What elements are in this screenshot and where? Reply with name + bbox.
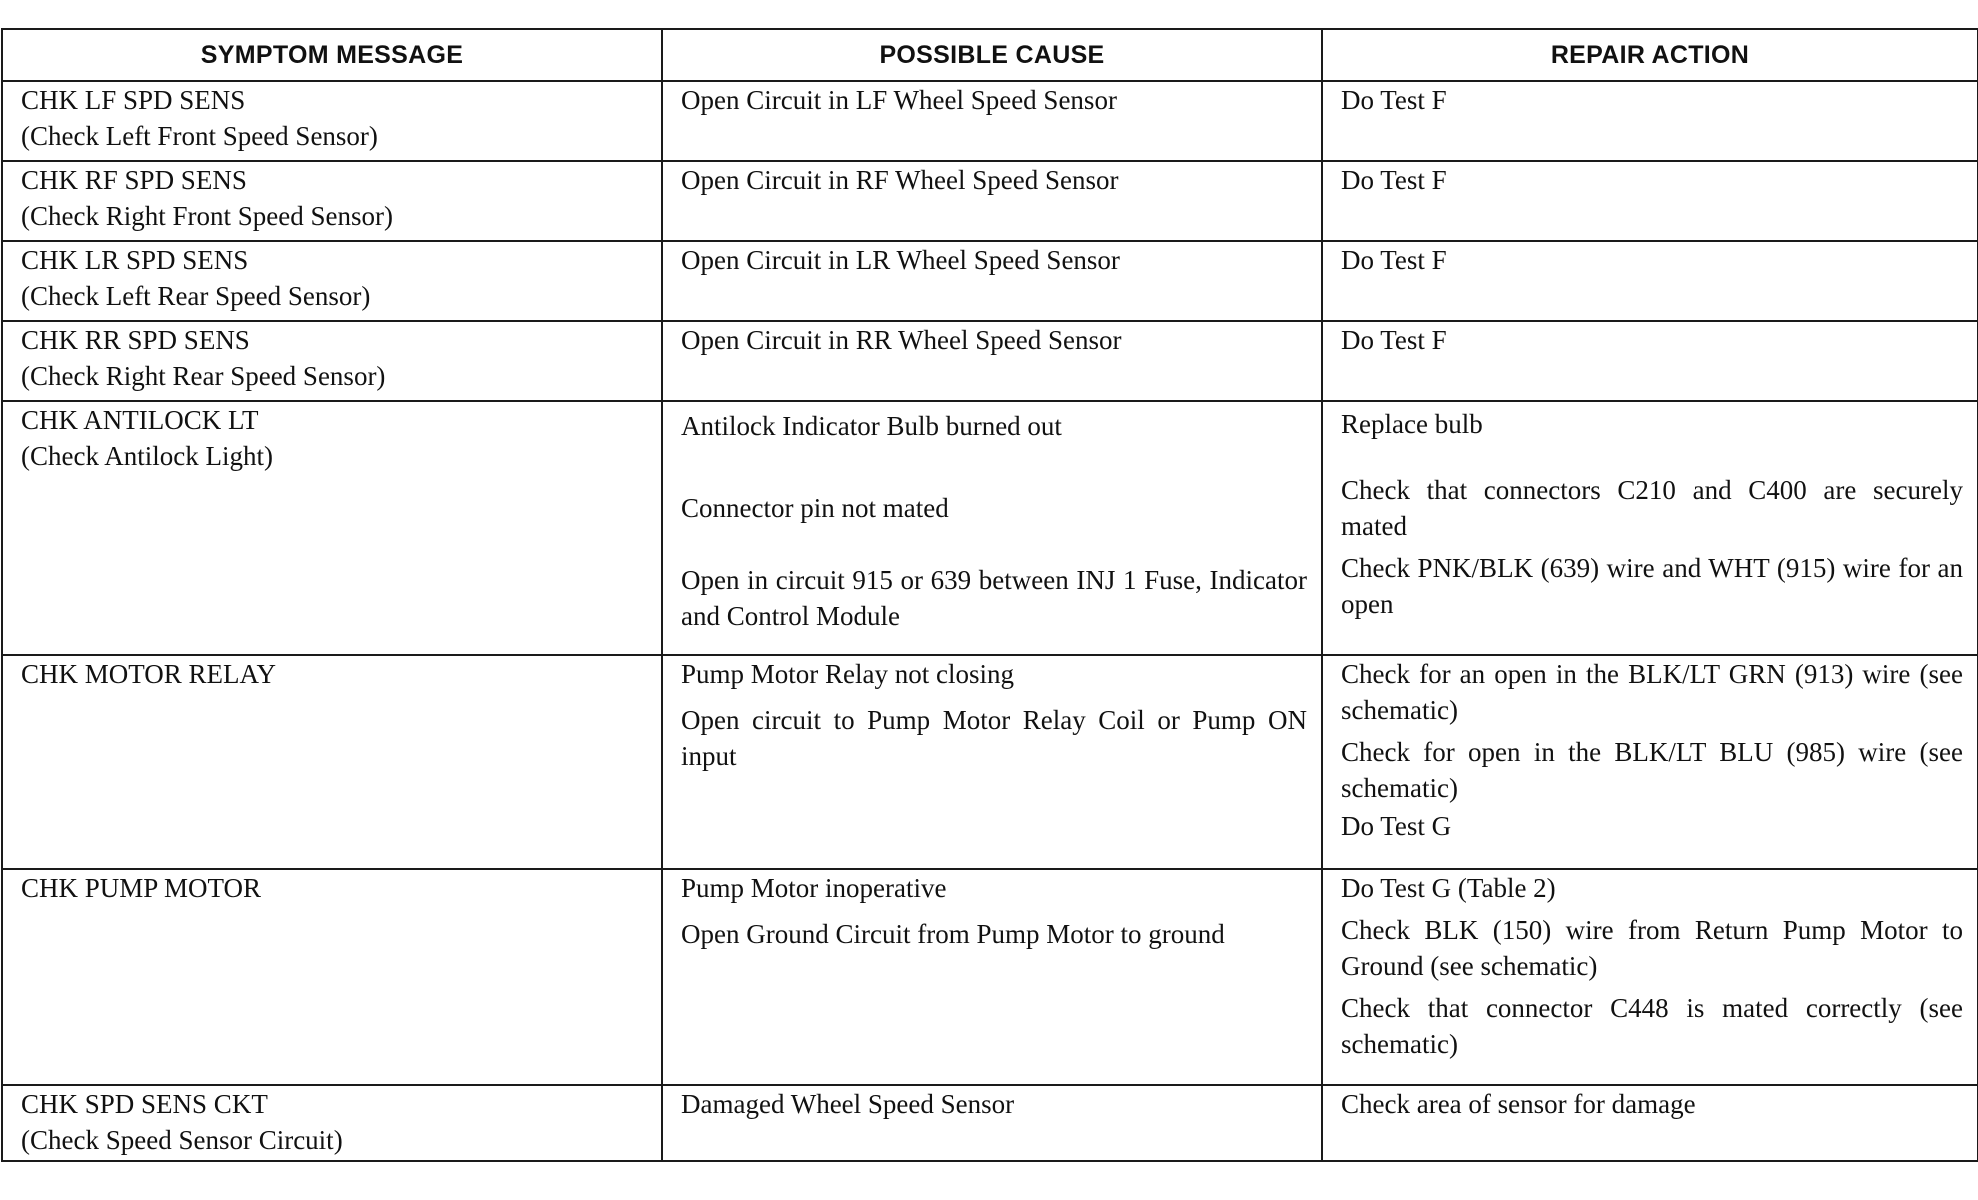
- repair-entry: Do Test F: [1341, 245, 1447, 275]
- repair-entry: Check for open in the BLK/LT BLU (985) wire (see schematic): [1341, 737, 1963, 803]
- cause-entry: Open circuit to Pump Motor Relay Coil or Pump ON input: [681, 705, 1307, 771]
- repair-cell: [1322, 81, 1978, 161]
- symptom-message: CHK RF SPD SENS: [21, 165, 247, 195]
- cause-cell: [662, 655, 1322, 869]
- table-row: [2, 321, 1978, 401]
- repair-entry: Check PNK/BLK (639) wire and WHT (915) wire for an open: [1341, 553, 1963, 619]
- cause-entry: Open Circuit in RF Wheel Speed Sensor: [681, 165, 1119, 195]
- cause-entry: Pump Motor inoperative: [681, 873, 947, 903]
- cause-cell: [662, 241, 1322, 321]
- repair-entry: Check that connector C448 is mated correctly (see schematic): [1341, 993, 1963, 1059]
- column-header-cause: POSSIBLE CAUSE: [662, 29, 1322, 81]
- symptom-cell: [2, 81, 662, 161]
- table-row: [2, 401, 1978, 655]
- symptom-detail: (Check Right Front Speed Sensor): [21, 201, 393, 231]
- column-header-repair: REPAIR ACTION: [1322, 29, 1978, 81]
- repair-cell: [1322, 401, 1978, 655]
- table-row: [2, 241, 1978, 321]
- symptom-message: CHK ANTILOCK LT: [21, 405, 259, 435]
- symptom-cell: [2, 869, 662, 1085]
- table-row: [2, 869, 1978, 1085]
- repair-entry: Do Test F: [1341, 325, 1447, 355]
- table-header-row: [2, 29, 1978, 81]
- table-row: [2, 1085, 1978, 1161]
- repair-cell: [1322, 161, 1978, 241]
- symptom-cell: [2, 161, 662, 241]
- cause-cell: [662, 161, 1322, 241]
- cause-cell: [662, 81, 1322, 161]
- cause-entry: Damaged Wheel Speed Sensor: [681, 1089, 1015, 1119]
- symptom-message: CHK MOTOR RELAY: [21, 659, 277, 689]
- repair-cell: [1322, 1085, 1978, 1161]
- repair-cell: [1322, 241, 1978, 321]
- cause-cell: [662, 1085, 1322, 1161]
- symptom-message: CHK LF SPD SENS: [21, 85, 246, 115]
- repair-entry: Do Test F: [1341, 165, 1447, 195]
- symptom-message: CHK LR SPD SENS: [21, 245, 249, 275]
- symptom-cell: [2, 401, 662, 655]
- symptom-message: CHK PUMP MOTOR: [21, 873, 262, 903]
- repair-cell: [1322, 321, 1978, 401]
- symptom-detail: (Check Antilock Light): [21, 441, 273, 471]
- symptom-message: CHK SPD SENS CKT: [21, 1089, 268, 1119]
- symptom-detail: (Check Speed Sensor Circuit): [21, 1125, 343, 1155]
- repair-entry: Do Test F: [1341, 85, 1447, 115]
- cause-entry: Connector pin not mated: [681, 493, 949, 523]
- diagnostic-table-container: [0, 28, 1978, 1162]
- repair-entry: Replace bulb: [1341, 409, 1483, 439]
- cause-entry: Open Circuit in LR Wheel Speed Sensor: [681, 245, 1120, 275]
- column-header-symptom: SYMPTOM MESSAGE: [2, 29, 662, 81]
- symptom-cell: [2, 1085, 662, 1161]
- symptom-cell: [2, 321, 662, 401]
- cause-entry: Open Circuit in RR Wheel Speed Sensor: [681, 325, 1122, 355]
- cause-entry: Antilock Indicator Bulb burned out: [681, 411, 1062, 441]
- repair-entry: Do Test G (Table 2): [1341, 873, 1556, 903]
- cause-entry: Open Circuit in LF Wheel Speed Sensor: [681, 85, 1117, 115]
- table-row: [2, 81, 1978, 161]
- repair-entry: Do Test G: [1341, 811, 1452, 841]
- table-row: [2, 655, 1978, 869]
- repair-entry: Check area of sensor for damage: [1341, 1089, 1696, 1119]
- repair-entry: Check for an open in the BLK/LT GRN (913) wire (see schematic): [1341, 659, 1963, 725]
- repair-cell: [1322, 655, 1978, 869]
- cause-entry: Open in circuit 915 or 639 between INJ 1 Fuse, Indicator and Control Module: [681, 565, 1307, 631]
- repair-cell: [1322, 869, 1978, 1085]
- cause-cell: [662, 401, 1322, 655]
- repair-entry: Check BLK (150) wire from Return Pump Motor to Ground (see schematic): [1341, 915, 1963, 981]
- cause-entry: Pump Motor Relay not closing: [681, 659, 1014, 689]
- symptom-detail: (Check Left Rear Speed Sensor): [21, 281, 371, 311]
- symptom-cell: [2, 241, 662, 321]
- symptom-detail: (Check Right Rear Speed Sensor): [21, 361, 386, 391]
- cause-cell: [662, 321, 1322, 401]
- diagnostic-table: [1, 28, 1978, 1162]
- table-row: [2, 161, 1978, 241]
- repair-entry: Check that connectors C210 and C400 are securely mated: [1341, 475, 1963, 541]
- symptom-cell: [2, 655, 662, 869]
- cause-cell: [662, 869, 1322, 1085]
- symptom-message: CHK RR SPD SENS: [21, 325, 250, 355]
- cause-entry: Open Ground Circuit from Pump Motor to ground: [681, 919, 1225, 949]
- symptom-detail: (Check Left Front Speed Sensor): [21, 121, 378, 151]
